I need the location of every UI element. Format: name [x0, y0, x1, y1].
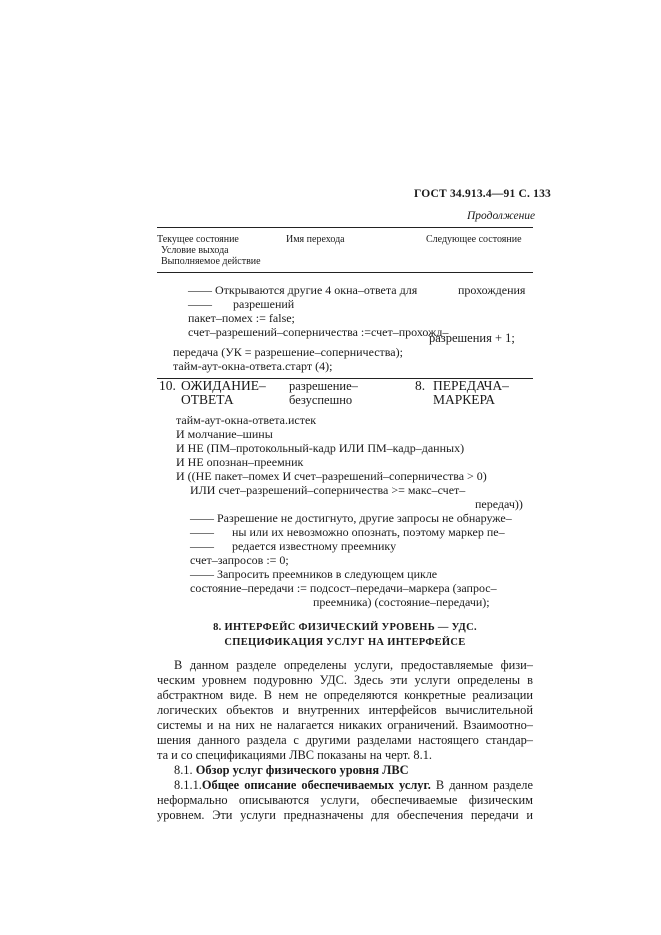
- paragraph-fragment: В данном разделе: [435, 778, 533, 792]
- continuation-label: Продолжение: [467, 210, 536, 222]
- action-line: разрешений: [233, 297, 295, 311]
- action-line: разрешения + 1;: [429, 331, 515, 345]
- transition-name-line: разрешение–: [289, 379, 358, 393]
- column-action-line: Выполняемое действие: [161, 256, 261, 267]
- action-line: редается известному преемнику: [232, 539, 397, 553]
- next-state-number: 8.: [415, 378, 426, 393]
- condition-line: тайм-аут-окна-ответа.истек: [176, 413, 317, 427]
- condition-line: передач)): [475, 497, 523, 511]
- column-exit-condition-line: Условие выхода: [161, 245, 229, 256]
- paragraph-line: шения данного раздела с другими разделами настоящего стандар–: [157, 733, 533, 747]
- condition-line: ИЛИ счет–разрешений–соперничества >= макс–счет–: [190, 483, 466, 497]
- column-current-state: [157, 234, 261, 267]
- paragraph-line: ческим уровнем подуровню УДС. Здесь эти услуги определены в: [157, 673, 533, 687]
- paragraph-line: та и со спецификациями ЛВС показаны на черт. 8.1.: [157, 748, 432, 762]
- action-line: прохождения: [458, 283, 526, 297]
- paragraph-line: неформально описываются услуги, обеспечиваемые физическим: [157, 793, 533, 807]
- state-number: 10.: [159, 378, 176, 393]
- condition-line: И молчание–шины: [176, 427, 273, 441]
- standard-page-header: ГОСТ 34.913.4—91 С. 133: [414, 188, 551, 200]
- table-top-rule: [157, 227, 533, 228]
- action-line: —— Разрешение не достигнуто, другие запросы не обнаруже–: [190, 511, 512, 525]
- action-line: счет–разрешений–соперничества :=счет–прохожд–: [188, 325, 449, 339]
- condition-line: И ((НЕ пакет–помех И счет–разрешений–соперничества > 0): [176, 469, 487, 483]
- table-header-rule: [157, 272, 533, 273]
- condition-line: И НЕ опознан–преемник: [176, 455, 304, 469]
- comment-dash: ——: [190, 539, 214, 553]
- column-next-state: Следующее состояние: [426, 234, 522, 245]
- action-line: состояние–передачи := подсост–передачи–маркера (запрос–: [190, 581, 497, 595]
- comment-dash: ——: [188, 297, 212, 311]
- action-line: пакет–помех := false;: [188, 311, 295, 325]
- action-line: —— Открываются другие 4 окна–ответа для: [188, 283, 418, 297]
- subsection-heading: [174, 778, 533, 793]
- paragraph-line: абстрактном виде. В нем не определяются конкретные реализации: [157, 688, 533, 702]
- subsection-number: 8.1.: [174, 763, 193, 777]
- next-state-name-line: ПЕРЕДАЧА–: [433, 378, 509, 393]
- state-name-line: ОЖИДАНИЕ–: [181, 378, 266, 393]
- subsection-title: Общее описание обеспечиваемых услуг.: [201, 778, 431, 792]
- transition-name-line: безуспешно: [289, 393, 353, 407]
- subsection-title: Обзор услуг физического уровня ЛВС: [195, 763, 409, 777]
- column-current-state-line: Текущее состояние: [157, 234, 239, 245]
- condition-line: И НЕ (ПМ–протокольный-кадр ИЛИ ПМ–кадр–данных): [176, 441, 465, 455]
- next-state-name-line: МАРКЕРА: [433, 392, 496, 407]
- subsection-number: 8.1.1.: [174, 778, 202, 792]
- column-transition-name: Имя перехода: [286, 234, 345, 245]
- subsection-heading: [174, 763, 409, 778]
- comment-dash: ——: [190, 525, 214, 539]
- paragraph-line: уровнем. Эти услуги предназначены для обеспечения передачи и: [157, 808, 533, 822]
- action-line: —— Запросить преемников в следующем цикле: [190, 567, 438, 581]
- state-name-line: ОТВЕТА: [181, 392, 234, 407]
- paragraph-line: системы и на них не налагается никаких ограничений. Взаимоотно–: [157, 718, 533, 732]
- paragraph-line: логических объектов и внутренних интерфейсов вычислительной: [157, 703, 533, 717]
- action-line: счет–запросов := 0;: [190, 553, 289, 567]
- section-title-line: СПЕЦИФИКАЦИЯ УСЛУГ НА ИНТЕРФЕЙСЕ: [224, 637, 466, 648]
- action-line: преемника) (состояние–передачи);: [313, 595, 490, 609]
- action-line: передача (УК = разрешение–соперничества);: [173, 345, 403, 359]
- action-line: тайм-аут-окна-ответа.старт (4);: [173, 359, 333, 373]
- section-title-line: 8. ИНТЕРФЕЙС ФИЗИЧЕСКИЙ УРОВЕНЬ — УДС.: [213, 622, 477, 633]
- action-line: ны или их невозможно опознать, поэтому маркер пе–: [232, 525, 505, 539]
- paragraph-line: В данном разделе определены услуги, предоставляемые физи–: [174, 658, 533, 672]
